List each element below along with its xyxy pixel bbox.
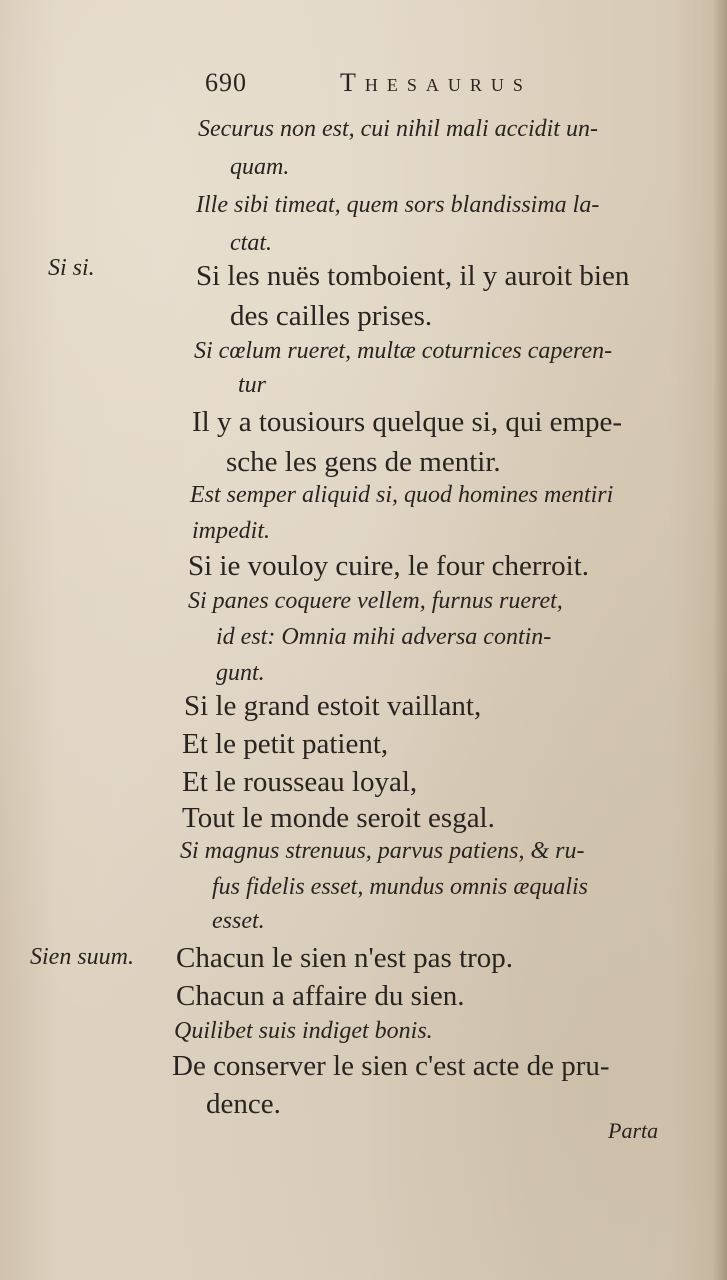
catchword: Parta (608, 1118, 659, 1143)
text-line: sche les gens de mentir. (226, 446, 501, 478)
text-line: Ille sibi timeat, quem sors blandissima la- (196, 192, 600, 218)
text-line: Il y a tousiours quelque si, qui empe- (192, 406, 623, 438)
text-line: Si ie vouloy cuire, le four cherroit. (188, 550, 590, 582)
text-line: Si panes coquere vellem, furnus rueret, (188, 588, 563, 614)
text-line: Chacun le sien n'est pas trop. (176, 942, 514, 974)
text-line: ctat. (230, 230, 272, 256)
text-line: impedit. (192, 518, 270, 544)
text-line: Si les nuës tomboient, il y auroit bien (196, 260, 630, 292)
margin-note-sien: Sien suum. (30, 944, 134, 970)
text-line: Et le rousseau loyal, (182, 766, 418, 798)
text-line: Si cœlum rueret, multæ coturnices caperen- (194, 338, 613, 364)
text-line: fus fidelis esset, mundus omnis æqualis (212, 874, 589, 900)
text-line: esset. (212, 908, 265, 934)
text-line: De conserver le sien c'est acte de pru- (172, 1050, 610, 1082)
text-line: Est semper aliquid si, quod homines mentiri (190, 482, 614, 508)
text-line: id est: Omnia mihi adversa contin- (216, 624, 552, 650)
text-line: Quilibet suis indiget bonis. (174, 1018, 433, 1044)
text-line: Et le petit patient, (182, 728, 389, 760)
text-line: des cailles prises. (230, 300, 433, 332)
text-line: dence. (206, 1088, 281, 1120)
page-header (205, 68, 675, 104)
text-line: Securus non est, cui nihil mali accidit un- (198, 116, 598, 142)
page-number: 690 (205, 68, 247, 97)
running-title: Thesaurus (340, 68, 532, 97)
page-edge-shadow (713, 0, 727, 1280)
margin-note-si: Si si. (48, 255, 95, 281)
text-line: Si le grand estoit vaillant, (184, 690, 482, 722)
text-line: tur (238, 372, 267, 398)
text-line: Si magnus strenuus, parvus patiens, & ru- (180, 838, 585, 864)
text-line: Chacun a affaire du sien. (176, 980, 465, 1012)
text-line: quam. (230, 154, 290, 180)
text-line: gunt. (216, 660, 265, 686)
text-line: Tout le monde seroit esgal. (182, 802, 495, 834)
